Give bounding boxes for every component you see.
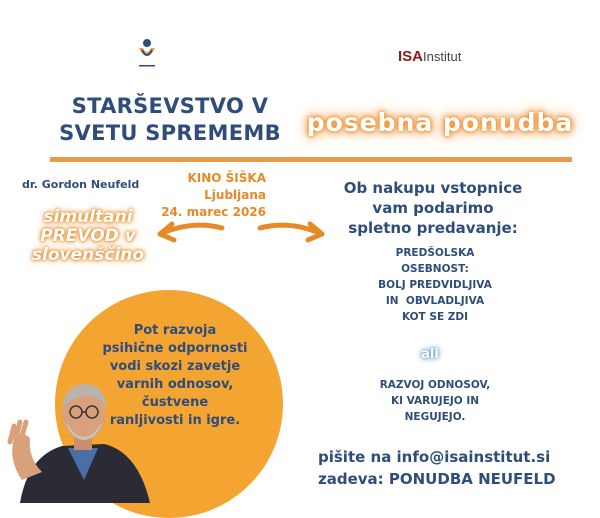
or-label: ali bbox=[421, 347, 439, 362]
course2-line-2: KI VARUJEJO IN bbox=[390, 395, 480, 407]
quote-line-3: vodi skozi zavetje bbox=[109, 359, 241, 374]
offer-line-3: spletno predavanje: bbox=[348, 219, 518, 237]
quote-line-2: psihične odpornosti bbox=[102, 341, 248, 356]
course-option-1 bbox=[335, 245, 535, 325]
quote-line-1: Pot razvoja bbox=[133, 323, 217, 338]
title-line-2: SVETU SPREMEMB bbox=[59, 121, 281, 145]
course1-line-3: BOLJ PREDVIDLJIVA bbox=[378, 279, 492, 291]
page-title bbox=[50, 93, 290, 147]
quote-line-4: varnih odnosov, bbox=[116, 377, 234, 392]
course1-line-5: KOT SE ZDI bbox=[401, 311, 469, 323]
venue-city: Ljubljana bbox=[204, 188, 266, 202]
contact-subject: zadeva: PONUDBA NEUFELD bbox=[318, 470, 556, 488]
translation-line-3: slovenščino bbox=[31, 245, 145, 265]
quote-line-6: ranljivosti in igre. bbox=[109, 413, 241, 428]
offer-line-1: Ob nakupu vstopnice bbox=[343, 179, 523, 197]
speaker-name: dr. Gordon Neufeld bbox=[22, 178, 140, 191]
contact-email[interactable]: pišite na info@isainstitut.si bbox=[318, 448, 551, 466]
speaker-photo bbox=[0, 372, 160, 503]
offer-description bbox=[330, 178, 536, 238]
course1-line-1: PREDŠOLSKA bbox=[395, 247, 475, 259]
course1-line-2: OSEBNOST: bbox=[401, 263, 469, 275]
course2-line-3: NEGUJEJO. bbox=[404, 411, 466, 423]
translation-line-1: simultani bbox=[43, 207, 133, 227]
brand-isa: ISA bbox=[398, 48, 424, 65]
venue-name: KINO ŠIŠKA bbox=[187, 171, 266, 185]
venue-date: 24. marec 2026 bbox=[161, 205, 266, 219]
quote-line-5: čustvene bbox=[141, 395, 209, 410]
translation-note bbox=[28, 208, 148, 265]
contact-info bbox=[318, 446, 556, 490]
divider bbox=[50, 157, 572, 162]
isa-institut-logo bbox=[398, 48, 461, 66]
course2-line-1: RAZVOJ ODNOSOV, bbox=[379, 379, 491, 391]
person-heart-logo-icon bbox=[135, 38, 159, 68]
title-line-1: STARŠEVSTVO V bbox=[71, 94, 269, 118]
course-option-2 bbox=[335, 377, 535, 425]
offer-line-2: vam podarimo bbox=[372, 199, 494, 217]
arrows-icon bbox=[152, 210, 332, 250]
translation-line-2: PREVOD v bbox=[40, 226, 136, 246]
course1-line-4: IN OBVLADLJIVA bbox=[385, 295, 485, 307]
special-offer-heading: posebna ponudba bbox=[306, 108, 574, 137]
brand-institut: Institut bbox=[423, 49, 462, 64]
